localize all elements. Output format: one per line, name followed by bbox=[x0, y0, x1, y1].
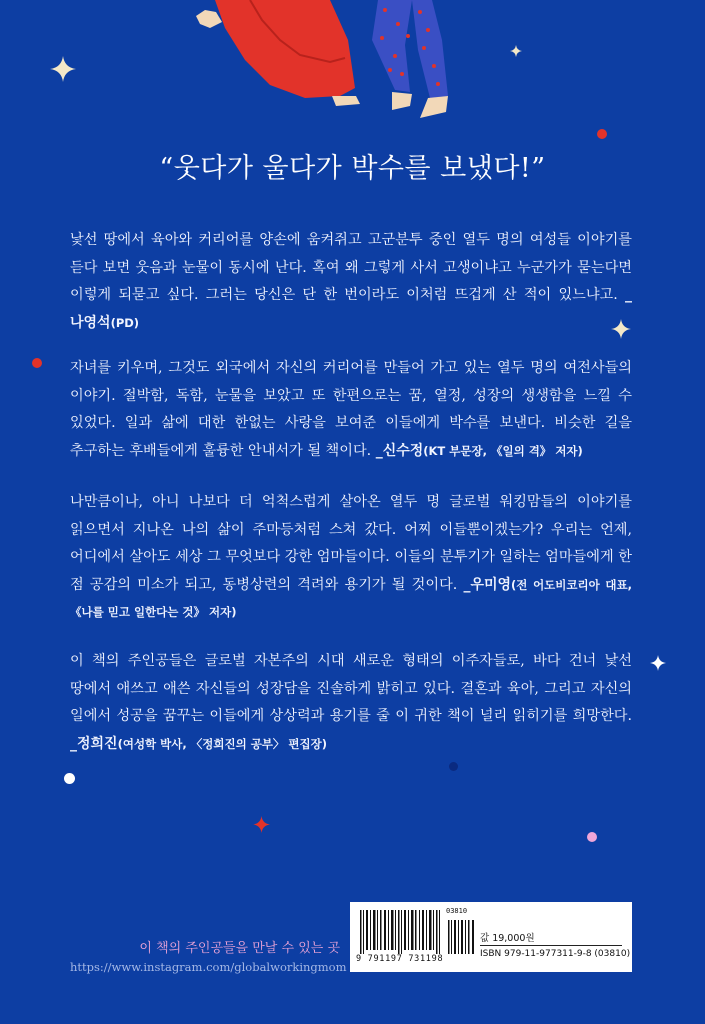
review-author-role: (전 어도비코리아 대표, 《나를 믿고 일한다는 것》 저자) bbox=[70, 577, 632, 619]
barcode-digits: 9 791197 731198 bbox=[356, 954, 444, 964]
review-text: 이 책의 주인공들은 글로벌 자본주의 시대 새로운 형태의 이주자들로, 바다 건너 낯선 땅에서 애쓰고 애쓴 자신들의 성장담을 진솔하게 밝히고 있다. 결혼과 육아, 그리고 자신의 일에서 성공을 꿈꾸는 이들에게 상상력과 용기를 줄 이 귀한 책이 널리 읽히기를 희망한다. bbox=[70, 653, 632, 724]
review-author-role: (KT 부문장, 《일의 격》 저자) bbox=[423, 443, 583, 458]
barcode-box bbox=[350, 902, 632, 972]
barcode-bars bbox=[358, 910, 478, 954]
decorative-dot bbox=[597, 129, 607, 139]
decorative-dot bbox=[449, 762, 458, 771]
barcode-addon-digits: 03810 bbox=[446, 907, 468, 915]
decorative-dot bbox=[32, 358, 42, 368]
headline-quote: “웃다가 울다가 박수를 보냈다!” bbox=[159, 153, 546, 184]
isbn-label: ISBN 979-11-977311-9-8 (03810) bbox=[480, 949, 631, 959]
review-1 bbox=[70, 227, 632, 337]
review-text: 낯선 땅에서 육아와 커리어를 양손에 움켜쥐고 고군분투 중인 열두 명의 여성들 이야기를 듣다 보면 웃음과 눈물이 동시에 난다. 혹여 왜 그렇게 사서 고생이냐고 누군가가 묻는다면 이렇게 되묻고 싶다. 그러는 당신은 단 한 번이라도 이처럼 뜨겁게 산 적이 있느냐고. bbox=[70, 232, 632, 303]
review-text: 자녀를 키우며, 그것도 외국에서 자신의 커리어를 만들어 가고 있는 열두 명의 여전사들의 이야기. 절박함, 독함, 눈물을 보았고 또 한편으로는 꿈, 열정, 성장의 생생함을 느낄 수 있었다. 일과 삶에 대한 한없는 사랑을 보여준 이들에게 박수를 보낸다. 비슷한 길을 추구하는 후배들에게 훌륭한 안내서가 될 책이다. bbox=[70, 360, 632, 459]
review-author: _나영석 bbox=[70, 287, 632, 331]
review-author: _정희진 bbox=[70, 735, 118, 752]
instagram-url[interactable]: https://www.instagram.com/globalworkingmom bbox=[70, 960, 347, 974]
price-label: 값 19,000원 bbox=[480, 933, 535, 944]
dancing-figures-illustration bbox=[0, 0, 705, 130]
decorative-dot bbox=[64, 773, 75, 784]
review-4 bbox=[70, 648, 632, 758]
sparkle-icon bbox=[650, 655, 666, 671]
review-author: _우미영 bbox=[463, 576, 512, 593]
price-divider bbox=[480, 945, 622, 946]
instagram-title: 이 책의 주인공들을 만날 수 있는 곳 bbox=[139, 941, 340, 956]
sparkle-icon bbox=[50, 56, 76, 82]
review-author: _신수정 bbox=[375, 442, 424, 459]
review-text: 나만큼이나, 아니 나보다 더 억척스럽게 살아온 열두 명 글로벌 워킹맘들의 이야기를 읽으면서 지나온 나의 삶이 주마등처럼 스쳐 갔다. 어찌 이들뿐이겠는가? 우리는 언제, 어디에서 살아도 세상 그 무엇보다 강한 엄마들이다. 이들의 분투기가 일하는 엄마들에게 한 점 공감의 미소가 되고, 동병상련의 격려와 용기가 될 것이다. bbox=[70, 494, 632, 593]
review-author-role: (여성학 박사, 〈정희진의 공부〉 편집장) bbox=[117, 736, 327, 751]
decorative-dot bbox=[587, 832, 597, 842]
review-2 bbox=[70, 355, 632, 465]
review-author-role: (PD) bbox=[110, 315, 140, 330]
sparkle-icon bbox=[510, 45, 522, 57]
sparkle-icon bbox=[253, 816, 270, 833]
review-3 bbox=[70, 489, 632, 627]
